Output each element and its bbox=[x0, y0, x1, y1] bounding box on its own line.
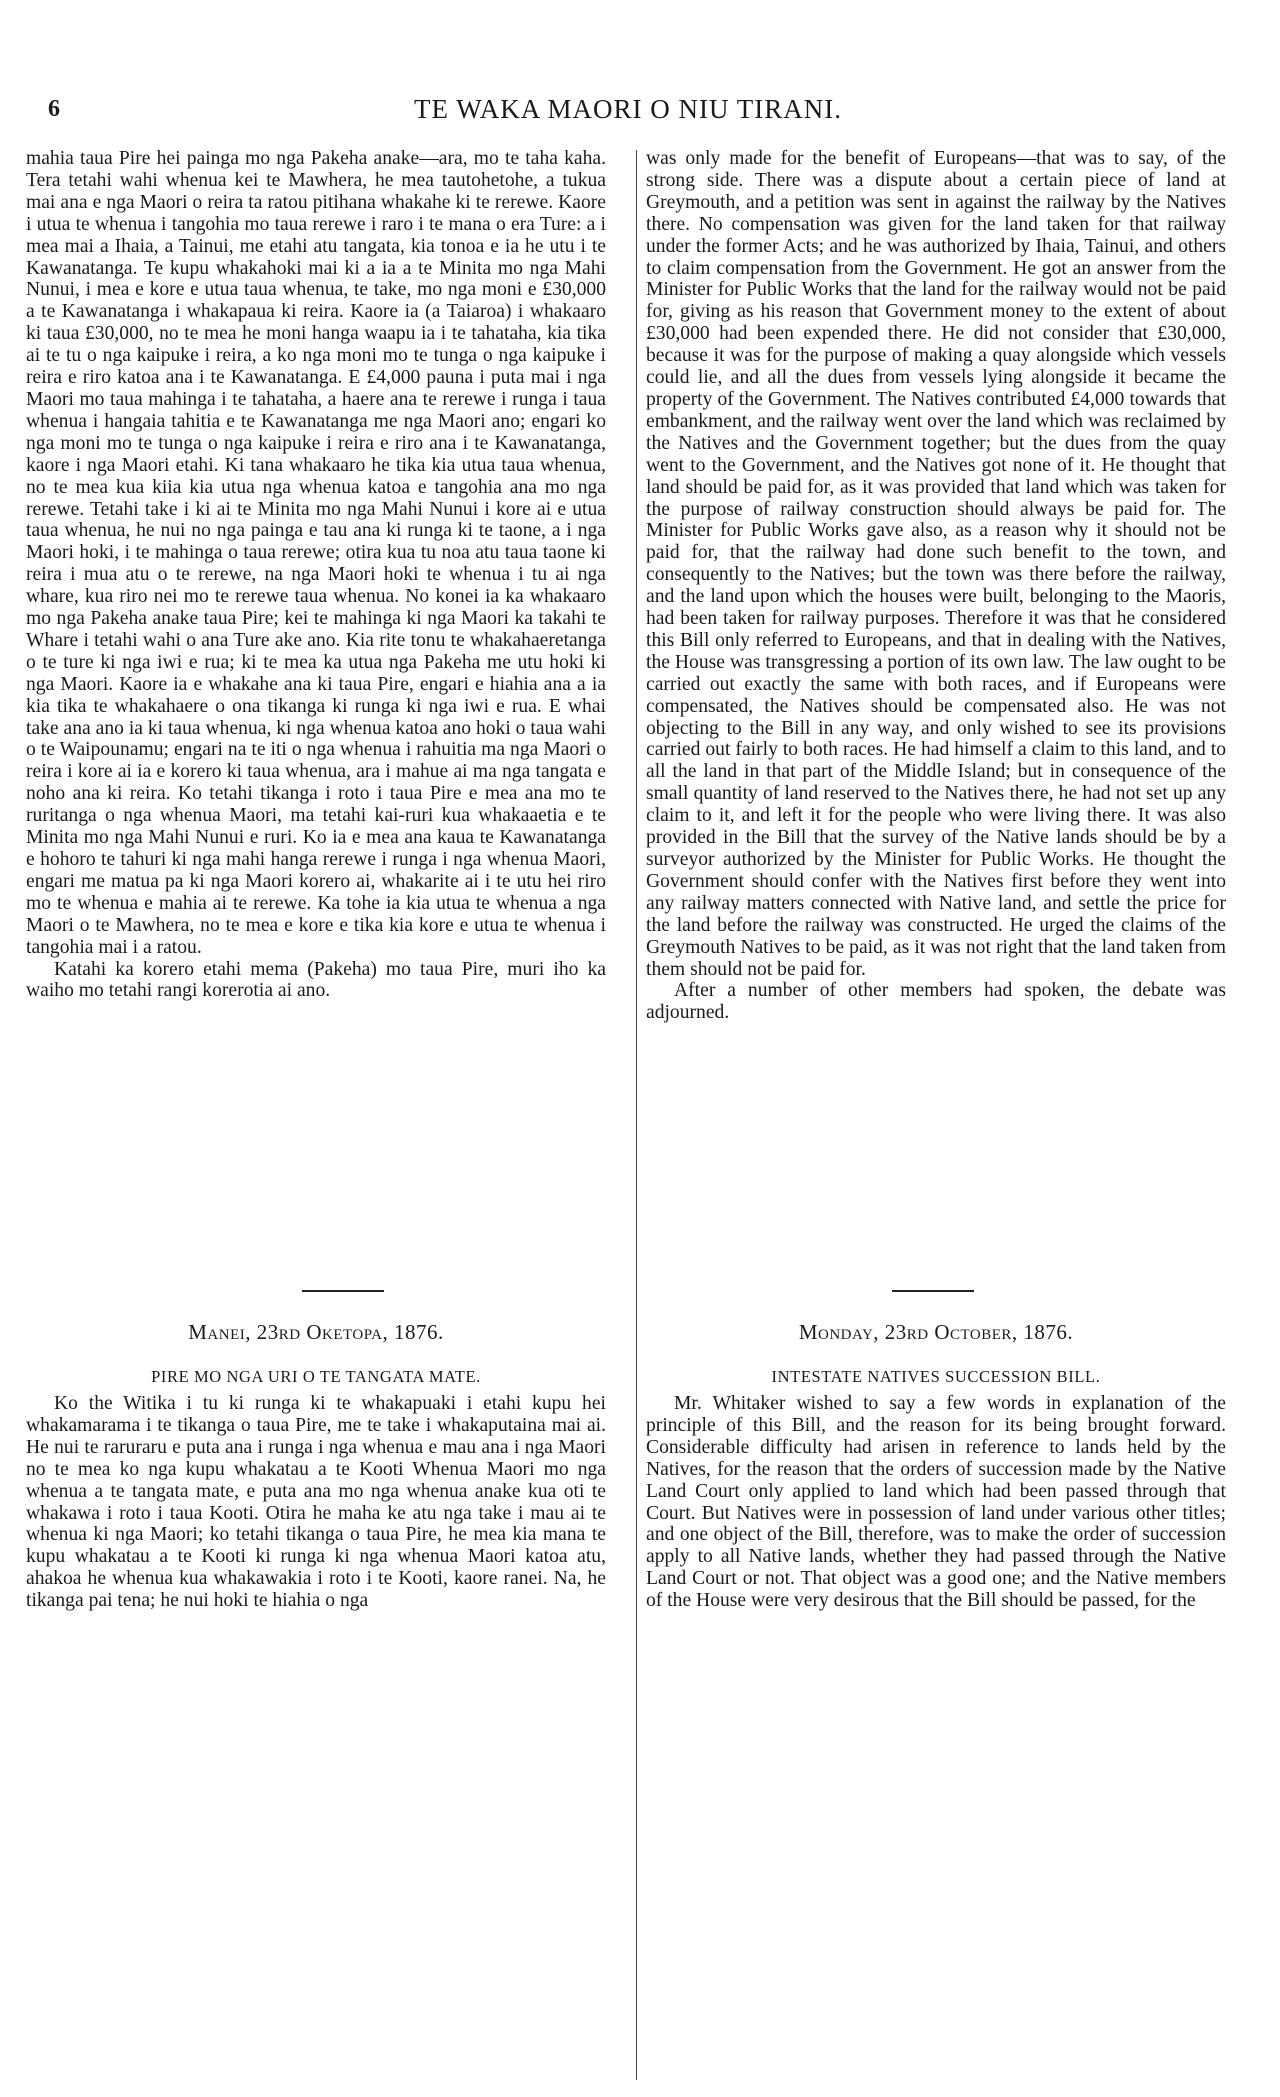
page-number: 6 bbox=[48, 96, 60, 122]
page-header bbox=[48, 90, 1208, 134]
right-paragraph: After a number of other members had spoken, the debate was adjourned. bbox=[646, 980, 1226, 1024]
section-paragraph: Mr. Whitaker wished to say a few words in explanation of the principle of this Bill, and the reason for its being brought forward. Considerable difficulty had arisen in reference to lands held by the Natives, for the reason that the orders of succession made by the Native Land Court only applied to land which had been passed through that Court. But Natives were in possession of land under various other titles; and one object of the Bill, therefore, was to make the order of succession apply to all Native lands, whether they had passed through the Native Land Court or not. That object was a good one; and the Native members of the House were very desirous that the Bill should be passed, for the bbox=[646, 1393, 1226, 1612]
right-paragraph: was only made for the benefit of Europeans—that was to say, of the strong side. There was a dispute about a certain piece of land at Greymouth, and a petition was sent in against the railway by the Natives there. No compensation was given for the land taken for that railway under the former Acts; and he was authorized by Ihaia, Tainui, and others to claim compensation from the Government. He got an answer from the Minister for Public Works that the land for the railway would not be paid for, giving as his reason that Government money to the extent of about £30,000 had been expended there. He did not consider that £30,000, because it was for the purpose of making a quay alongside which vessels could lie, and all the dues from vessels lying alongside it became the property of the Government. The Natives contributed £4,000 towards that embankment, and the railway went over the land which was reclaimed by the Natives and the Government together; but the dues from the quay went to the Government, and the Natives got none of it. He thought that land should be paid for, as it was provided that land which was taken for the purpose of railway construction should always be paid for. The Minister for Public Works gave also, as a reason why it should not be paid for, that the railway had done such benefit to the town, and consequently to the Natives; but the town was there before the railway, and the land upon which the houses were built, belonging to the Maoris, had been taken for railway purposes. Therefore it was that he considered this Bill only referred to Europeans, and that in dealing with the Natives, the House was transgressing a portion of its own law. The law ought to be carried out exactly the same with both races, and if Europeans were compensated, the Natives should be compensated also. He was not objecting to the Bill in any way, and only wished to see its provisions carried out fairly to both races. He had himself a claim to this land, and to all the land in that part of the Middle Island; but in consequence of the small quantity of land reserved to the Natives there, he had not set up any claim to it, and left it for the people who were living there. It was also provided in the Bill that the survey of the Native lands should be by a surveyor authorized by the Minister for Public Works. He thought the Government should confer with the Natives first before they went into any railway matters connected with Native land, and settle the price for the land before the railway was constructed. He urged the claims of the Greymouth Natives to be paid, as it was not right that the land taken from them should not be paid for. bbox=[646, 148, 1226, 980]
date-heading-english: Monday, 23rd October, 1876. bbox=[798, 1320, 1074, 1344]
section-title-maori: PIRE MO NGA URI O TE TANGATA MATE. bbox=[151, 1367, 481, 1386]
running-title: TE WAKA MAORI O NIU TIRANI. bbox=[414, 94, 842, 124]
section-body-english bbox=[646, 1393, 1226, 1612]
column-divider bbox=[636, 150, 637, 2080]
left-paragraph: mahia taua Pire hei painga mo nga Pakeha anake—ara, mo te taha kaha. Tera tetahi wahi whenua kei te Mawhera, he mea tautohetohe, a tukua mai ana e nga Maori o reira ta ratou pitihana whakahe ki te rerewe. Kaore i utua te whenua i tangohia mo taua rerewe i raro i te mana o era Ture: a i mea mai a Ihaia, a Tainui, me etahi atu tangata, kia tonoa e ia he utu i te Kawanatanga. Te kupu whakahoki mai ki a ia a te Minita mo nga Mahi Nunui, i mea e kore e utua taua whenua, te take, mo nga moni e £30,000 a te Kawanatanga i whakapaua ki reira. Kaore ia (a Taiaroa) i whakaaro ki taua £30,000, no te mea he moni hanga waapu ia i te tahataha, kia tika ai te tu o nga kaipuke i reira, a ko nga moni mo te tunga o nga kaipuke i reira e riro katoa ana i te Kawanatanga. E £4,000 pauna i puta mai i nga Maori mo taua mahinga i te tahataha, a haere ana te rerewe i runga i taua whenua i hangaia tahitia e te Kawanatanga me nga Maori ano; engari ko nga moni mo te tunga o nga kaipuke i reira e riro ana i te Kawanatanga, kaore i nga Maori etahi. Ki tana whakaaro he tika kia utua taua whenua, no te mea kua kiia kia utua nga whenua katoa e tangohia ana mo nga rerewe. Tetahi take i ki ai te Minita mo nga Mahi Nunui i kore ai e utua taua whenua, he nui no nga painga e tau ana ki runga ki te taone, a i nga Maori hoki, i te mahinga o taua rerewe; otira kua tu noa atu taua taone ki reira i mua atu o te rerewe, na nga Maori hoki te whenua i tu ai nga whare, kua riro nei mo te rerewe taua whenua. No konei ia ka whakaaro mo nga Pakeha anake taua Pire; kei te mahinga ki nga Maori ka takahi te Whare i tetahi wahi o ana Ture ake ano. Kia rite tonu te whakahaeretanga o te ture ki nga iwi e rua; ki te mea ka utua nga Pakeha me utu hoki ki nga Maori. Kaore ia e whakahe ana ki taua Pire, engari e hiahia ana a ia kia tika te whakahaere o ona tikanga ki runga ki nga iwi e rua. E whai take ana ano ia ki taua whenua, ki nga whenua katoa ano hoki o taua wahi o te Waipounamu; engari na te iti o nga whenua i rahuitia ma nga Maori o reira i kore ai ia e korero ki taua whenua, ara i mahue ai ma nga tangata e noho ana ki reira. Ko tetahi tikanga i roto i taua Pire e mea ana mo te ruritanga o nga whenua Maori, ma tetahi kai-ruri kua whakaaetia e te Minita mo nga Mahi Nunui e ruri. Ko ia e mea ana kaua te Kawanatanga e hohoro te tahuri ki nga mahi hanga rerewe i runga i nga whenua Maori, engari me matua pa ki nga Maori korero ai, whakarite ai i te utu hei riro mo te whenua e mahia ai te rerewe. Ka tohe ia kia utua te whenua a nga Maori o te Mawhera, no te mea e kore e tika kia kore e utua te whenua i tangohia mai i a ratou. bbox=[26, 148, 606, 958]
left-paragraph: Katahi ka korero etahi mema (Pakeha) mo taua Pire, muri iho ka waiho mo tetahi rangi korerotia ai ano. bbox=[26, 958, 606, 1002]
section-rule-left bbox=[302, 1290, 384, 1292]
left-column bbox=[26, 148, 606, 1002]
section-paragraph: Ko the Witika i tu ki runga ki te whakapuaki i etahi kupu hei whakamarama i te tikanga o taua Pire, me te take i whakaputaina mai ai. He nui te raruraru e puta ana i runga i nga whenua e mau ana i nga Maori no te mea ko nga kupu whakatau a te Kooti Whenua Maori mo nga whenua a te tangata mate, e puta ana mo nga whenua anake kua oti te whakawa i roto i taua Kooti. Otira he maha ke atu nga take i mau ai te whenua ki nga Maori; ko tetahi tikanga o taua Pire, he mea kia mana te kupu whakatau a te Kooti ki runga ki nga whenua Maori katoa atu, ahakoa he whenua kua whakawakia i roto i te Kooti, kaore ranei. Na, he tikanga pai tena; he nui hoki te hiahia o nga bbox=[26, 1393, 606, 1612]
date-heading-maori: Manei, 23rd Oketopa, 1876. bbox=[188, 1320, 444, 1344]
section-rule-right bbox=[892, 1290, 974, 1292]
section-title-english: INTESTATE NATIVES SUCCESSION BILL. bbox=[771, 1367, 1101, 1386]
section-body-maori bbox=[26, 1393, 606, 1612]
right-column bbox=[646, 148, 1226, 1024]
